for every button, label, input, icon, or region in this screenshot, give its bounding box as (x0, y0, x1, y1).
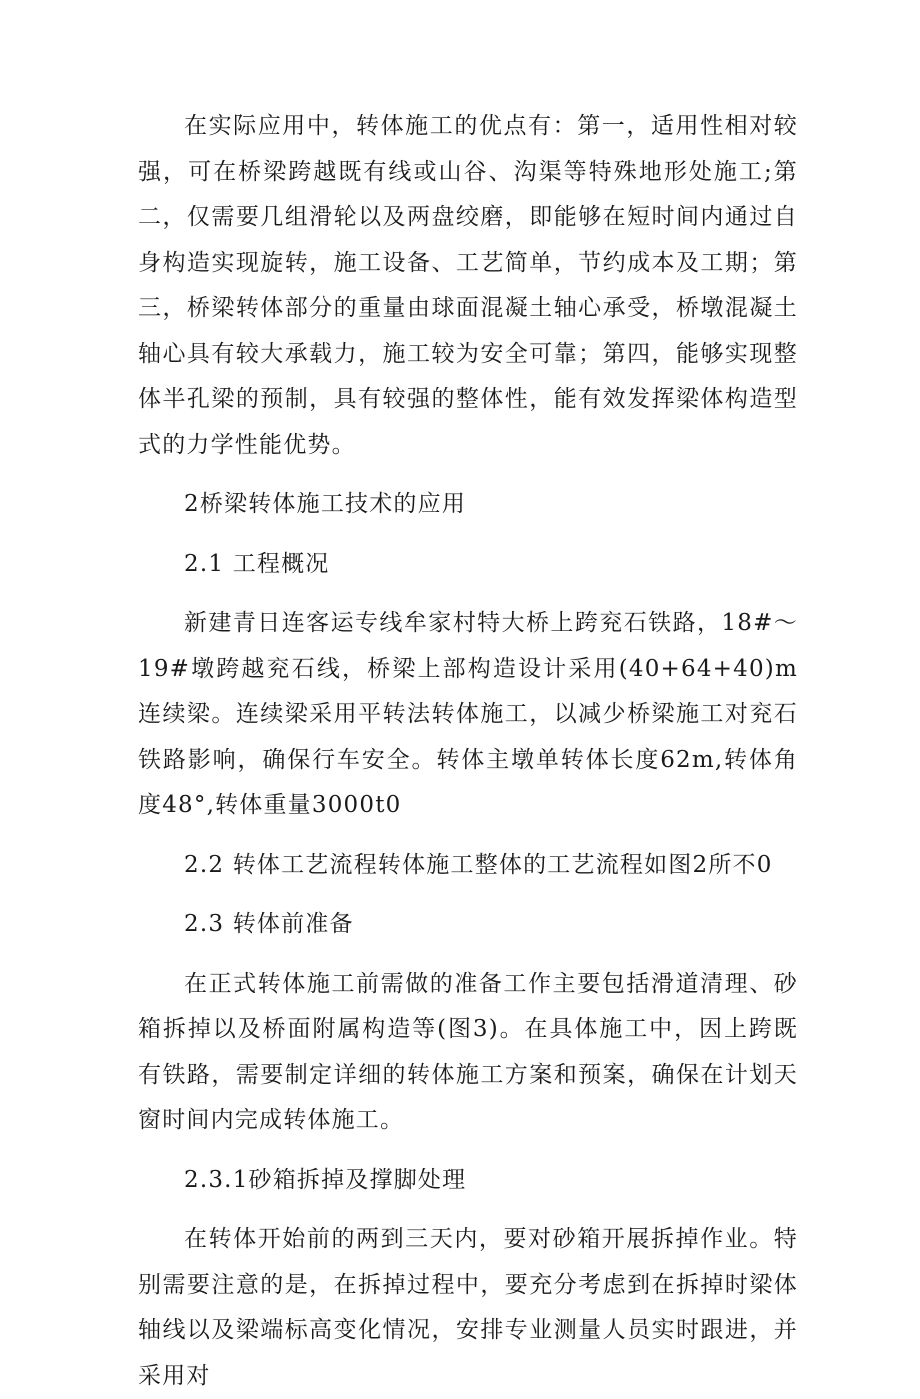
paragraph-sandbox-removal: 在转体开始前的两到三天内，要对砂箱开展拆掉作业。特别需要注意的是，在拆掉过程中，要充分考虑到在拆掉时梁体轴线以及梁端标高变化情况，安排专业测量人员实时跟进，并采用对 (138, 1226, 798, 1389)
section-heading-2: 2桥梁转体施工技术的应用 (184, 491, 467, 517)
section-heading-2-3-1: 2.3.1砂箱拆掉及撑脚处理 (184, 1166, 467, 1193)
paragraph-preparation: 在正式转体施工前需做的准备工作主要包括滑道清理、砂箱拆掉以及桥面附属构造等(图3)。在具体施工中，因上跨既有铁路，需要制定详细的转体施工方案和预案，确保在计划天窗时间内完成转体施工。 (138, 970, 798, 1133)
section-heading-2-2: 2.2 转体工艺流程转体施工整体的工艺流程如图2所不0 (184, 851, 773, 878)
section-heading-2-1: 2.1 工程概况 (184, 550, 330, 577)
document-page (138, 104, 798, 1399)
section-heading-2-3: 2.3 转体前准备 (184, 911, 354, 937)
paragraph-project-overview: 新建青日连客运专线牟家村特大桥上跨兖石铁路，18#～19#墩跨越兖石线，桥梁上部构造设计采用(40+64+40)m连续梁。连续梁采用平转法转体施工，以减少桥梁施工对兖石铁路影响，确保行车安全。转体主墩单转体长度62m,转体角度48°,转体重量3000t0 (138, 610, 798, 818)
paragraph-advantages: 在实际应用中，转体施工的优点有：第一，适用性相对较强，可在桥梁跨越既有线或山谷、沟渠等特殊地形处施工;第二，仅需要几组滑轮以及两盘绞磨，即能够在短时间内通过自身构造实现旋转，施工设备、工艺简单，节约成本及工期；第三，桥梁转体部分的重量由球面混凝土轴心承受，桥墩混凝土轴心具有较大承载力，施工较为安全可靠；第四，能够实现整体半孔梁的预制，具有较强的整体性，能有效发挥梁体构造型式的力学性能优势。 (138, 113, 798, 458)
